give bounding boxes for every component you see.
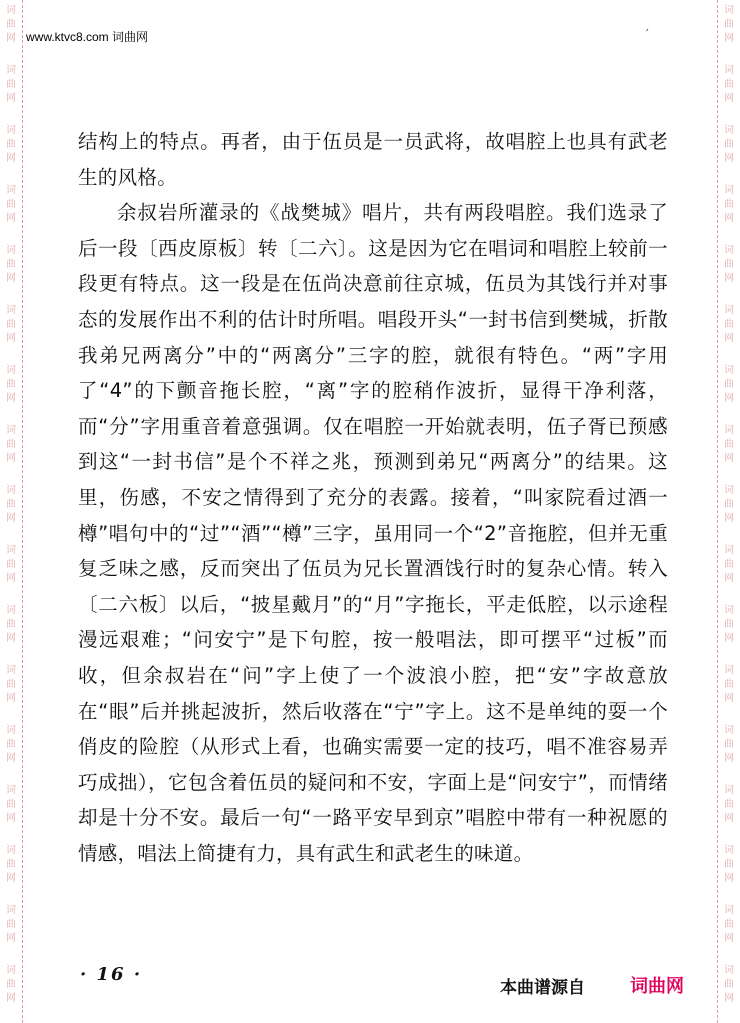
watermark-char: 词 <box>724 965 734 976</box>
watermark-group <box>3 664 19 706</box>
watermark-group <box>3 184 19 226</box>
watermark-char: 网 <box>724 153 734 164</box>
watermark-char: 网 <box>724 933 734 944</box>
watermark-char: 词 <box>724 905 734 916</box>
watermark-char: 曲 <box>6 259 16 270</box>
watermark-group <box>3 604 19 646</box>
watermark-char: 曲 <box>6 559 16 570</box>
watermark-group <box>3 364 19 406</box>
watermark-char: 词 <box>6 785 16 796</box>
watermark-group <box>721 184 737 226</box>
watermark-char: 词 <box>6 425 16 436</box>
watermark-char: 网 <box>724 273 734 284</box>
watermark-char: 曲 <box>724 319 734 330</box>
watermark-char: 曲 <box>724 499 734 510</box>
watermark-char: 网 <box>724 693 734 704</box>
watermark-group <box>3 304 19 346</box>
watermark-char: 网 <box>6 873 16 884</box>
watermark-char: 网 <box>724 513 734 524</box>
watermark-group <box>3 124 19 166</box>
watermark-char: 曲 <box>724 19 734 30</box>
watermark-char: 网 <box>6 993 16 1004</box>
watermark-char: 词 <box>724 305 734 316</box>
watermark-group <box>721 724 737 766</box>
watermark-char: 曲 <box>724 559 734 570</box>
watermark-char: 曲 <box>724 619 734 630</box>
watermark-group <box>721 304 737 346</box>
watermark-char: 曲 <box>724 439 734 450</box>
watermark-char: 网 <box>6 33 16 44</box>
watermark-char: 网 <box>6 273 16 284</box>
watermark-char: 词 <box>6 665 16 676</box>
watermark-char: 词 <box>724 485 734 496</box>
watermark-char: 曲 <box>724 859 734 870</box>
watermark-char: 曲 <box>724 799 734 810</box>
watermark-char: 曲 <box>6 439 16 450</box>
watermark-group <box>721 904 737 946</box>
watermark-char: 曲 <box>724 199 734 210</box>
watermark-char: 词 <box>6 485 16 496</box>
watermark-char: 曲 <box>724 919 734 930</box>
watermark-char: 网 <box>6 153 16 164</box>
watermark-char: 词 <box>724 245 734 256</box>
watermark-char: 网 <box>724 813 734 824</box>
watermark-char: 词 <box>724 125 734 136</box>
watermark-char: 网 <box>724 573 734 584</box>
watermark-char: 网 <box>6 693 16 704</box>
watermark-char: 词 <box>724 5 734 16</box>
watermark-char: 曲 <box>724 739 734 750</box>
watermark-char: 词 <box>6 845 16 856</box>
watermark-char: 词 <box>6 605 16 616</box>
watermark-char: 网 <box>724 453 734 464</box>
watermark-group <box>3 424 19 466</box>
page-number: · 16 · <box>80 964 143 985</box>
watermark-char: 曲 <box>6 19 16 30</box>
watermark-group <box>721 844 737 886</box>
watermark-group <box>3 844 19 886</box>
watermark-group <box>721 424 737 466</box>
watermark-group <box>3 964 19 1006</box>
watermark-group <box>3 484 19 526</box>
watermark-char: 曲 <box>724 679 734 690</box>
watermark-char: 网 <box>6 213 16 224</box>
watermark-char: 词 <box>724 365 734 376</box>
watermark-group <box>3 64 19 106</box>
watermark-char: 词 <box>724 845 734 856</box>
watermark-char: 词 <box>724 65 734 76</box>
watermark-char: 曲 <box>724 979 734 990</box>
right-watermark-strip <box>717 0 740 1023</box>
watermark-char: 曲 <box>6 679 16 690</box>
watermark-char: 曲 <box>724 139 734 150</box>
watermark-char: 网 <box>6 633 16 644</box>
watermark-char: 词 <box>6 725 16 736</box>
left-watermark-strip <box>0 0 23 1023</box>
watermark-char: 词 <box>6 905 16 916</box>
watermark-char: 曲 <box>6 979 16 990</box>
watermark-group <box>721 364 737 406</box>
watermark-group <box>3 544 19 586</box>
watermark-char: 网 <box>6 813 16 824</box>
watermark-char: 曲 <box>6 139 16 150</box>
watermark-group <box>3 904 19 946</box>
watermark-char: 网 <box>6 933 16 944</box>
watermark-char: 曲 <box>6 619 16 630</box>
watermark-char: 网 <box>6 453 16 464</box>
watermark-char: 词 <box>6 245 16 256</box>
watermark-char: 曲 <box>724 379 734 390</box>
watermark-char: 网 <box>6 573 16 584</box>
watermark-group <box>721 604 737 646</box>
watermark-group <box>721 4 737 46</box>
watermark-char: 曲 <box>724 79 734 90</box>
watermark-char: 词 <box>6 305 16 316</box>
watermark-char: 词 <box>6 965 16 976</box>
watermark-group <box>721 124 737 166</box>
watermark-char: 曲 <box>6 859 16 870</box>
watermark-char: 词 <box>6 185 16 196</box>
watermark-char: 曲 <box>6 739 16 750</box>
watermark-char: 网 <box>724 213 734 224</box>
watermark-char: 曲 <box>6 379 16 390</box>
watermark-group <box>3 244 19 286</box>
site-url-header: www.ktvc8.com 词曲网 <box>26 30 149 44</box>
watermark-char: 词 <box>6 5 16 16</box>
watermark-char: 词 <box>6 65 16 76</box>
watermark-char: 词 <box>724 605 734 616</box>
watermark-char: 曲 <box>6 919 16 930</box>
watermark-char: 曲 <box>724 259 734 270</box>
watermark-group <box>721 964 737 1006</box>
watermark-char: 网 <box>724 93 734 104</box>
paragraph-2: 余叔岩所灌录的《战樊城》唱片，共有两段唱腔。我们选录了后一段〔西皮原板〕转〔二六〕。这是因为它在唱词和唱腔上较前一段更有特点。这一段是在伍尚决意前往京城，伍员为其饯行并对事态的发展作出不利的估计时所唱。唱段开头“一封书信到樊城，折散我弟兄两离分”中的“两离分”三字的腔，就很有特色。“两”字用了“4”的下颤音拖长腔，“离”字的腔稍作波折，显得干净利落，而“分”字用重音着意强调。仅在唱腔一开始就表明，伍子胥已预感到这“一封书信”是个不祥之兆，预测到弟兄“两离分”的结果。这里，伤感，不安之情得到了充分的表露。接着，“叫家院看过酒一樽”唱句中的“过”“酒”“樽”三字，虽用同一个“2”音拖腔，但并无重复乏味之感，反而突出了伍员为兄长置酒饯行时的复杂心情。转入〔二六板〕以后，“披星戴月”的“月”字拖长，平走低腔，以示途程漫远艰难；“问安宁”是下句腔，按一般唱法，即可摆平“过板”而收，但余叔岩在“问”字上使了一个波浪小腔，把“安”字故意放在“眼”后并挑起波折，然后收落在“宁”字上。这不是单纯的耍一个俏皮的险腔（从形式上看，也确实需要一定的技巧，唱不准容易弄巧成拙），它包含着伍员的疑问和不安，字面上是“问安宁”，而情绪却是十分不安。最后一句“一路平安早到京”唱腔中带有一种祝愿的情感，唱法上简捷有力，具有武生和武老生的味道。 <box>78 201 668 865</box>
watermark-group <box>3 724 19 766</box>
source-brand-link[interactable]: 词曲网 <box>630 976 684 997</box>
watermark-char: 网 <box>724 633 734 644</box>
paragraph-1: 结构上的特点。再者，由于伍员是一员武将，故唱腔上也具有武老生的风格。 <box>78 130 668 189</box>
watermark-char: 网 <box>6 753 16 764</box>
watermark-group <box>721 244 737 286</box>
watermark-char: 网 <box>6 513 16 524</box>
watermark-char: 网 <box>724 873 734 884</box>
watermark-char: 词 <box>6 545 16 556</box>
watermark-char: 词 <box>724 785 734 796</box>
watermark-char: 曲 <box>6 499 16 510</box>
watermark-char: 曲 <box>6 79 16 90</box>
watermark-char: 曲 <box>6 799 16 810</box>
watermark-group <box>721 484 737 526</box>
article-body <box>78 124 668 871</box>
watermark-group <box>3 784 19 826</box>
watermark-group <box>721 784 737 826</box>
watermark-char: 词 <box>724 665 734 676</box>
watermark-char: 词 <box>6 125 16 136</box>
watermark-char: 词 <box>6 365 16 376</box>
watermark-char: 网 <box>724 333 734 344</box>
watermark-group <box>721 664 737 706</box>
watermark-char: 网 <box>6 333 16 344</box>
watermark-char: 曲 <box>6 319 16 330</box>
watermark-char: 词 <box>724 185 734 196</box>
source-label: 本曲谱源自 <box>500 978 585 998</box>
watermark-char: 词 <box>724 725 734 736</box>
watermark-char: 网 <box>724 993 734 1004</box>
watermark-char: 词 <box>724 545 734 556</box>
watermark-group <box>721 544 737 586</box>
watermark-char: 网 <box>6 393 16 404</box>
corner-mark: ′ <box>646 27 649 41</box>
watermark-group <box>721 64 737 106</box>
watermark-char: 词 <box>724 425 734 436</box>
watermark-char: 网 <box>6 93 16 104</box>
watermark-group <box>3 4 19 46</box>
watermark-char: 网 <box>724 393 734 404</box>
watermark-char: 网 <box>724 33 734 44</box>
watermark-char: 曲 <box>6 199 16 210</box>
watermark-char: 网 <box>724 753 734 764</box>
